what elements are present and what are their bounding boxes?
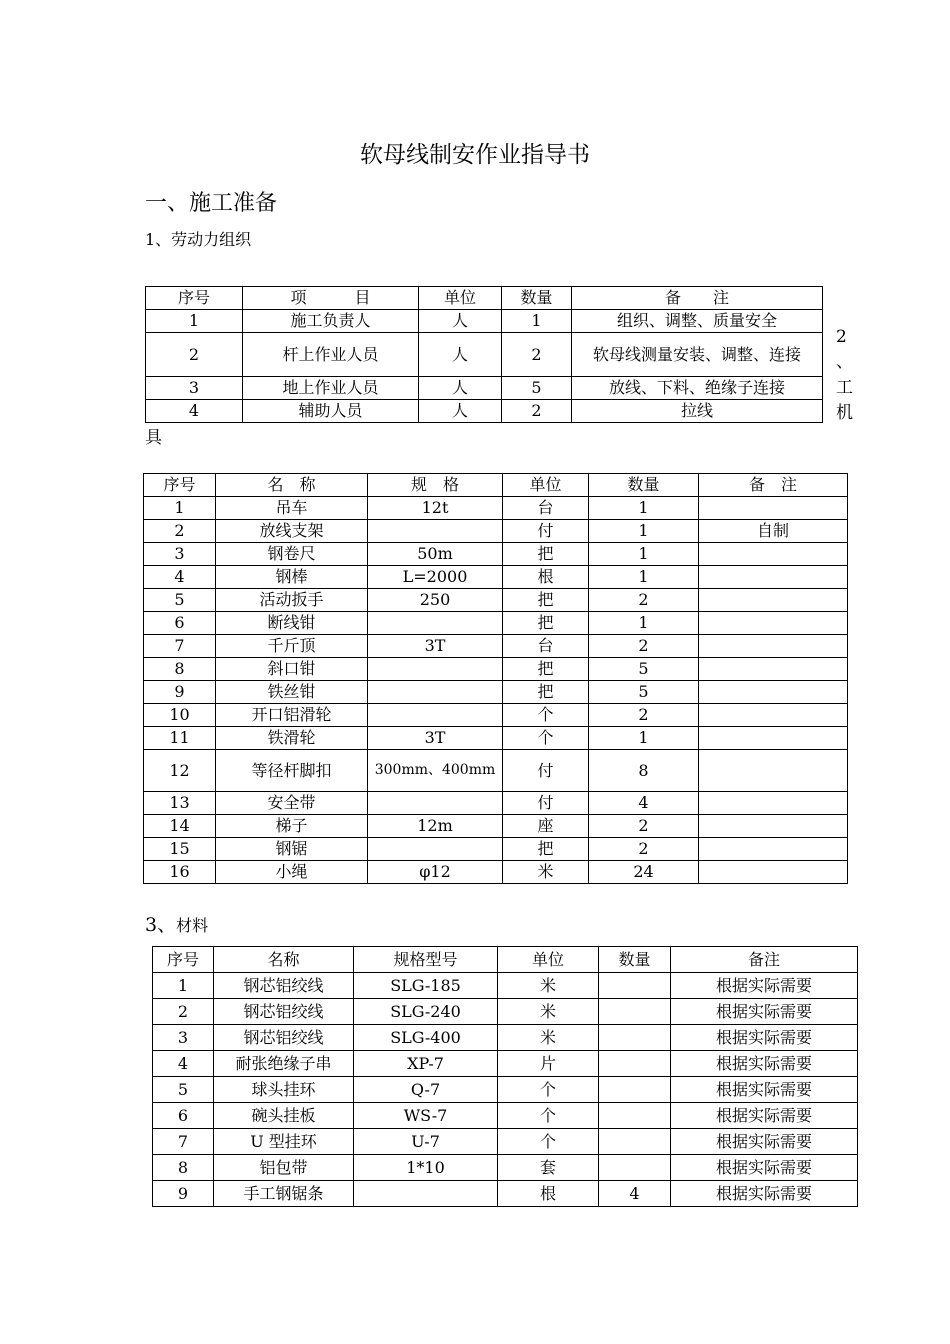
table-cell: 5 <box>502 377 572 400</box>
table-cell: 5 <box>589 658 699 681</box>
table-cell: 千斤顶 <box>216 635 368 658</box>
tools-heading-fragment: 、 <box>836 352 853 372</box>
table-cell: 1 <box>589 497 699 520</box>
tools-heading-fragment: 机 <box>836 403 853 423</box>
table-cell: 8 <box>153 1155 214 1181</box>
table-cell: 根据实际需要 <box>671 1103 858 1129</box>
table-cell <box>699 704 848 727</box>
table-cell: U-7 <box>354 1129 498 1155</box>
header-cell: 序号 <box>144 474 216 497</box>
table-cell: 2 <box>589 838 699 861</box>
table-cell: 3T <box>368 635 503 658</box>
table-cell: 人 <box>419 333 502 377</box>
table-header-row <box>144 474 848 497</box>
table-row <box>144 750 848 792</box>
table-row <box>153 1025 858 1051</box>
table-cell <box>699 566 848 589</box>
header-cell: 备 注 <box>699 474 848 497</box>
table-cell: 1 <box>146 310 243 333</box>
table-cell: SLG-185 <box>354 973 498 999</box>
table-cell <box>368 704 503 727</box>
table-cell <box>699 589 848 612</box>
table-cell <box>699 635 848 658</box>
labor-heading: 1、劳动力组织 <box>145 230 252 249</box>
table-row <box>153 999 858 1025</box>
table-cell: 9 <box>144 681 216 704</box>
table-row <box>144 792 848 815</box>
header-cell: 数量 <box>599 947 671 973</box>
table-cell: 4 <box>599 1181 671 1207</box>
table-cell <box>368 612 503 635</box>
table-cell: 6 <box>153 1103 214 1129</box>
table-cell: 人 <box>419 400 502 423</box>
table-cell: 2 <box>153 999 214 1025</box>
table-cell: 片 <box>498 1051 599 1077</box>
table-cell: 1 <box>144 497 216 520</box>
table-cell: 组织、调整、质量安全 <box>572 310 823 333</box>
table-cell: 活动扳手 <box>216 589 368 612</box>
table-cell: 12t <box>368 497 503 520</box>
table-cell: SLG-400 <box>354 1025 498 1051</box>
table-cell <box>368 792 503 815</box>
header-cell: 备注 <box>671 947 858 973</box>
table-cell <box>599 973 671 999</box>
table-row <box>144 815 848 838</box>
table-cell: 把 <box>503 658 589 681</box>
table-cell: 9 <box>153 1181 214 1207</box>
table-cell: 1 <box>589 520 699 543</box>
table-cell: 个 <box>498 1077 599 1103</box>
table-cell: 1 <box>502 310 572 333</box>
table-cell: 套 <box>498 1155 599 1181</box>
table-cell: 根 <box>503 566 589 589</box>
table-cell: 16 <box>144 861 216 884</box>
materials-table <box>152 946 858 1207</box>
table-cell <box>699 792 848 815</box>
table-cell: 根据实际需要 <box>671 1129 858 1155</box>
materials-heading-number: 3、 <box>145 914 177 936</box>
table-cell: U 型挂环 <box>214 1129 354 1155</box>
table-cell <box>368 520 503 543</box>
header-cell: 项 目 <box>243 287 419 310</box>
table-cell: 球头挂环 <box>214 1077 354 1103</box>
table-cell: SLG-240 <box>354 999 498 1025</box>
table-cell <box>699 612 848 635</box>
table-cell <box>699 681 848 704</box>
table-cell: 钢卷尺 <box>216 543 368 566</box>
table-cell: 付 <box>503 792 589 815</box>
table-cell: 2 <box>146 333 243 377</box>
table-cell: 根据实际需要 <box>671 1077 858 1103</box>
table-cell: 施工负责人 <box>243 310 419 333</box>
table-row <box>153 1155 858 1181</box>
table-row <box>144 727 848 750</box>
table-cell: φ12 <box>368 861 503 884</box>
table-cell: 等径杆脚扣 <box>216 750 368 792</box>
table-cell <box>368 681 503 704</box>
materials-heading-text: 材料 <box>176 916 209 935</box>
table-row <box>153 1129 858 1155</box>
table-cell: 付 <box>503 520 589 543</box>
table-cell: 3T <box>368 727 503 750</box>
table-row <box>144 861 848 884</box>
table-cell: 小绳 <box>216 861 368 884</box>
tools-heading-fragment: 具 <box>145 428 162 448</box>
table-cell: 6 <box>144 612 216 635</box>
table-row <box>146 333 823 377</box>
table-cell: 300mm、400mm <box>368 750 503 792</box>
table-cell: 个 <box>503 727 589 750</box>
table-row <box>144 543 848 566</box>
table-cell: 根据实际需要 <box>671 1181 858 1207</box>
table-row <box>144 681 848 704</box>
header-cell: 规格型号 <box>354 947 498 973</box>
table-cell: 12m <box>368 815 503 838</box>
table-row <box>153 1051 858 1077</box>
header-cell: 单位 <box>503 474 589 497</box>
table-cell: 自制 <box>699 520 848 543</box>
table-cell: 地上作业人员 <box>243 377 419 400</box>
table-cell: 米 <box>498 1025 599 1051</box>
table-cell: 1 <box>589 543 699 566</box>
table-row <box>144 589 848 612</box>
table-cell: 铝包带 <box>214 1155 354 1181</box>
table-cell: 台 <box>503 497 589 520</box>
table-cell: 碗头挂板 <box>214 1103 354 1129</box>
table-cell: 手工钢锯条 <box>214 1181 354 1207</box>
header-cell: 序号 <box>153 947 214 973</box>
materials-heading <box>145 910 208 937</box>
table-row <box>153 1181 858 1207</box>
table-cell: 杆上作业人员 <box>243 333 419 377</box>
table-cell: 2 <box>502 333 572 377</box>
table-cell <box>599 1077 671 1103</box>
table-cell: 座 <box>503 815 589 838</box>
table-cell: L=2000 <box>368 566 503 589</box>
table-cell: WS-7 <box>354 1103 498 1129</box>
table-cell <box>599 1103 671 1129</box>
table-cell: 根据实际需要 <box>671 1051 858 1077</box>
table-cell <box>699 815 848 838</box>
table-cell: 把 <box>503 681 589 704</box>
tools-table <box>143 473 848 884</box>
table-cell: 铁丝钳 <box>216 681 368 704</box>
header-cell: 备 注 <box>572 287 823 310</box>
table-cell: 个 <box>503 704 589 727</box>
table-cell: 2 <box>144 520 216 543</box>
header-cell: 数量 <box>502 287 572 310</box>
table-row <box>146 377 823 400</box>
table-cell: 10 <box>144 704 216 727</box>
table-row <box>146 310 823 333</box>
table-cell: 软母线测量安装、调整、连接 <box>572 333 823 377</box>
table-cell: 2 <box>502 400 572 423</box>
table-row <box>144 612 848 635</box>
table-cell: 拉线 <box>572 400 823 423</box>
table-row <box>144 520 848 543</box>
table-cell: 2 <box>589 815 699 838</box>
table-cell <box>699 497 848 520</box>
table-cell: 钢芯铝绞线 <box>214 999 354 1025</box>
table-cell: 米 <box>498 999 599 1025</box>
table-cell: 钢棒 <box>216 566 368 589</box>
table-cell: 8 <box>144 658 216 681</box>
table-cell: 4 <box>144 566 216 589</box>
table-cell <box>699 727 848 750</box>
table-cell <box>599 1025 671 1051</box>
table-row <box>153 973 858 999</box>
table-cell: 安全带 <box>216 792 368 815</box>
table-cell <box>699 750 848 792</box>
table-cell: 12 <box>144 750 216 792</box>
table-cell: 根据实际需要 <box>671 999 858 1025</box>
tools-heading-fragment: 2 <box>836 327 847 347</box>
table-cell <box>699 838 848 861</box>
section-heading-preparation: 一、施工准备 <box>145 191 278 216</box>
table-cell: 钢芯铝绞线 <box>214 1025 354 1051</box>
table-cell: 2 <box>589 589 699 612</box>
table-cell: 4 <box>589 792 699 815</box>
table-cell: 根据实际需要 <box>671 973 858 999</box>
table-cell: 1*10 <box>354 1155 498 1181</box>
header-cell: 单位 <box>419 287 502 310</box>
table-cell: 放线支架 <box>216 520 368 543</box>
table-cell: 米 <box>503 861 589 884</box>
table-cell: 2 <box>589 635 699 658</box>
table-row <box>153 1077 858 1103</box>
table-cell: 耐张绝缘子串 <box>214 1051 354 1077</box>
table-header-row <box>146 287 823 310</box>
table-cell: Q-7 <box>354 1077 498 1103</box>
table-cell: 辅助人员 <box>243 400 419 423</box>
table-cell: 梯子 <box>216 815 368 838</box>
table-cell: 根据实际需要 <box>671 1025 858 1051</box>
table-cell: 开口铝滑轮 <box>216 704 368 727</box>
table-cell: 吊车 <box>216 497 368 520</box>
table-cell: 15 <box>144 838 216 861</box>
table-cell: 14 <box>144 815 216 838</box>
table-cell <box>599 999 671 1025</box>
table-cell: 钢锯 <box>216 838 368 861</box>
table-cell <box>599 1155 671 1181</box>
header-cell: 名称 <box>214 947 354 973</box>
table-cell: 250 <box>368 589 503 612</box>
table-row <box>153 1103 858 1129</box>
table-row <box>144 566 848 589</box>
table-cell: 铁滑轮 <box>216 727 368 750</box>
table-cell: 人 <box>419 377 502 400</box>
tools-heading-fragment: 工 <box>836 378 853 398</box>
table-cell: 台 <box>503 635 589 658</box>
table-cell: 个 <box>498 1129 599 1155</box>
table-cell: 断线钳 <box>216 612 368 635</box>
table-cell <box>368 838 503 861</box>
table-cell <box>368 658 503 681</box>
table-cell: 放线、下料、绝缘子连接 <box>572 377 823 400</box>
table-cell: 7 <box>153 1129 214 1155</box>
table-cell: 1 <box>589 612 699 635</box>
table-cell: 3 <box>144 543 216 566</box>
table-cell: 1 <box>589 566 699 589</box>
table-cell: 8 <box>589 750 699 792</box>
labor-table <box>145 286 823 423</box>
table-row <box>144 704 848 727</box>
table-row <box>146 400 823 423</box>
table-cell <box>354 1181 498 1207</box>
table-cell: 米 <box>498 973 599 999</box>
table-cell: 5 <box>144 589 216 612</box>
table-cell: 1 <box>153 973 214 999</box>
table-cell: 24 <box>589 861 699 884</box>
table-cell: 根据实际需要 <box>671 1155 858 1181</box>
table-cell: 把 <box>503 612 589 635</box>
table-cell: 4 <box>146 400 243 423</box>
table-row <box>144 635 848 658</box>
header-cell: 规 格 <box>368 474 503 497</box>
table-cell: 13 <box>144 792 216 815</box>
header-cell: 序号 <box>146 287 243 310</box>
table-cell <box>599 1051 671 1077</box>
table-cell: 7 <box>144 635 216 658</box>
table-cell: 3 <box>153 1025 214 1051</box>
table-cell: 2 <box>589 704 699 727</box>
table-header-row <box>153 947 858 973</box>
table-cell <box>699 658 848 681</box>
table-cell: XP-7 <box>354 1051 498 1077</box>
table-cell <box>699 543 848 566</box>
table-row <box>144 497 848 520</box>
table-row <box>144 658 848 681</box>
table-cell: 付 <box>503 750 589 792</box>
table-cell: 50m <box>368 543 503 566</box>
table-cell: 5 <box>589 681 699 704</box>
table-cell <box>599 1129 671 1155</box>
table-row <box>144 838 848 861</box>
table-cell: 5 <box>153 1077 214 1103</box>
table-cell: 4 <box>153 1051 214 1077</box>
table-cell: 个 <box>498 1103 599 1129</box>
header-cell: 数量 <box>589 474 699 497</box>
header-cell: 单位 <box>498 947 599 973</box>
table-cell: 把 <box>503 543 589 566</box>
table-cell: 钢芯铝绞线 <box>214 973 354 999</box>
table-cell: 把 <box>503 838 589 861</box>
table-cell: 3 <box>146 377 243 400</box>
header-cell: 名 称 <box>216 474 368 497</box>
table-cell <box>699 861 848 884</box>
table-cell: 根 <box>498 1181 599 1207</box>
table-cell: 11 <box>144 727 216 750</box>
table-cell: 斜口钳 <box>216 658 368 681</box>
document-title: 软母线制安作业指导书 <box>360 142 590 168</box>
table-cell: 把 <box>503 589 589 612</box>
table-cell: 人 <box>419 310 502 333</box>
table-cell: 1 <box>589 727 699 750</box>
